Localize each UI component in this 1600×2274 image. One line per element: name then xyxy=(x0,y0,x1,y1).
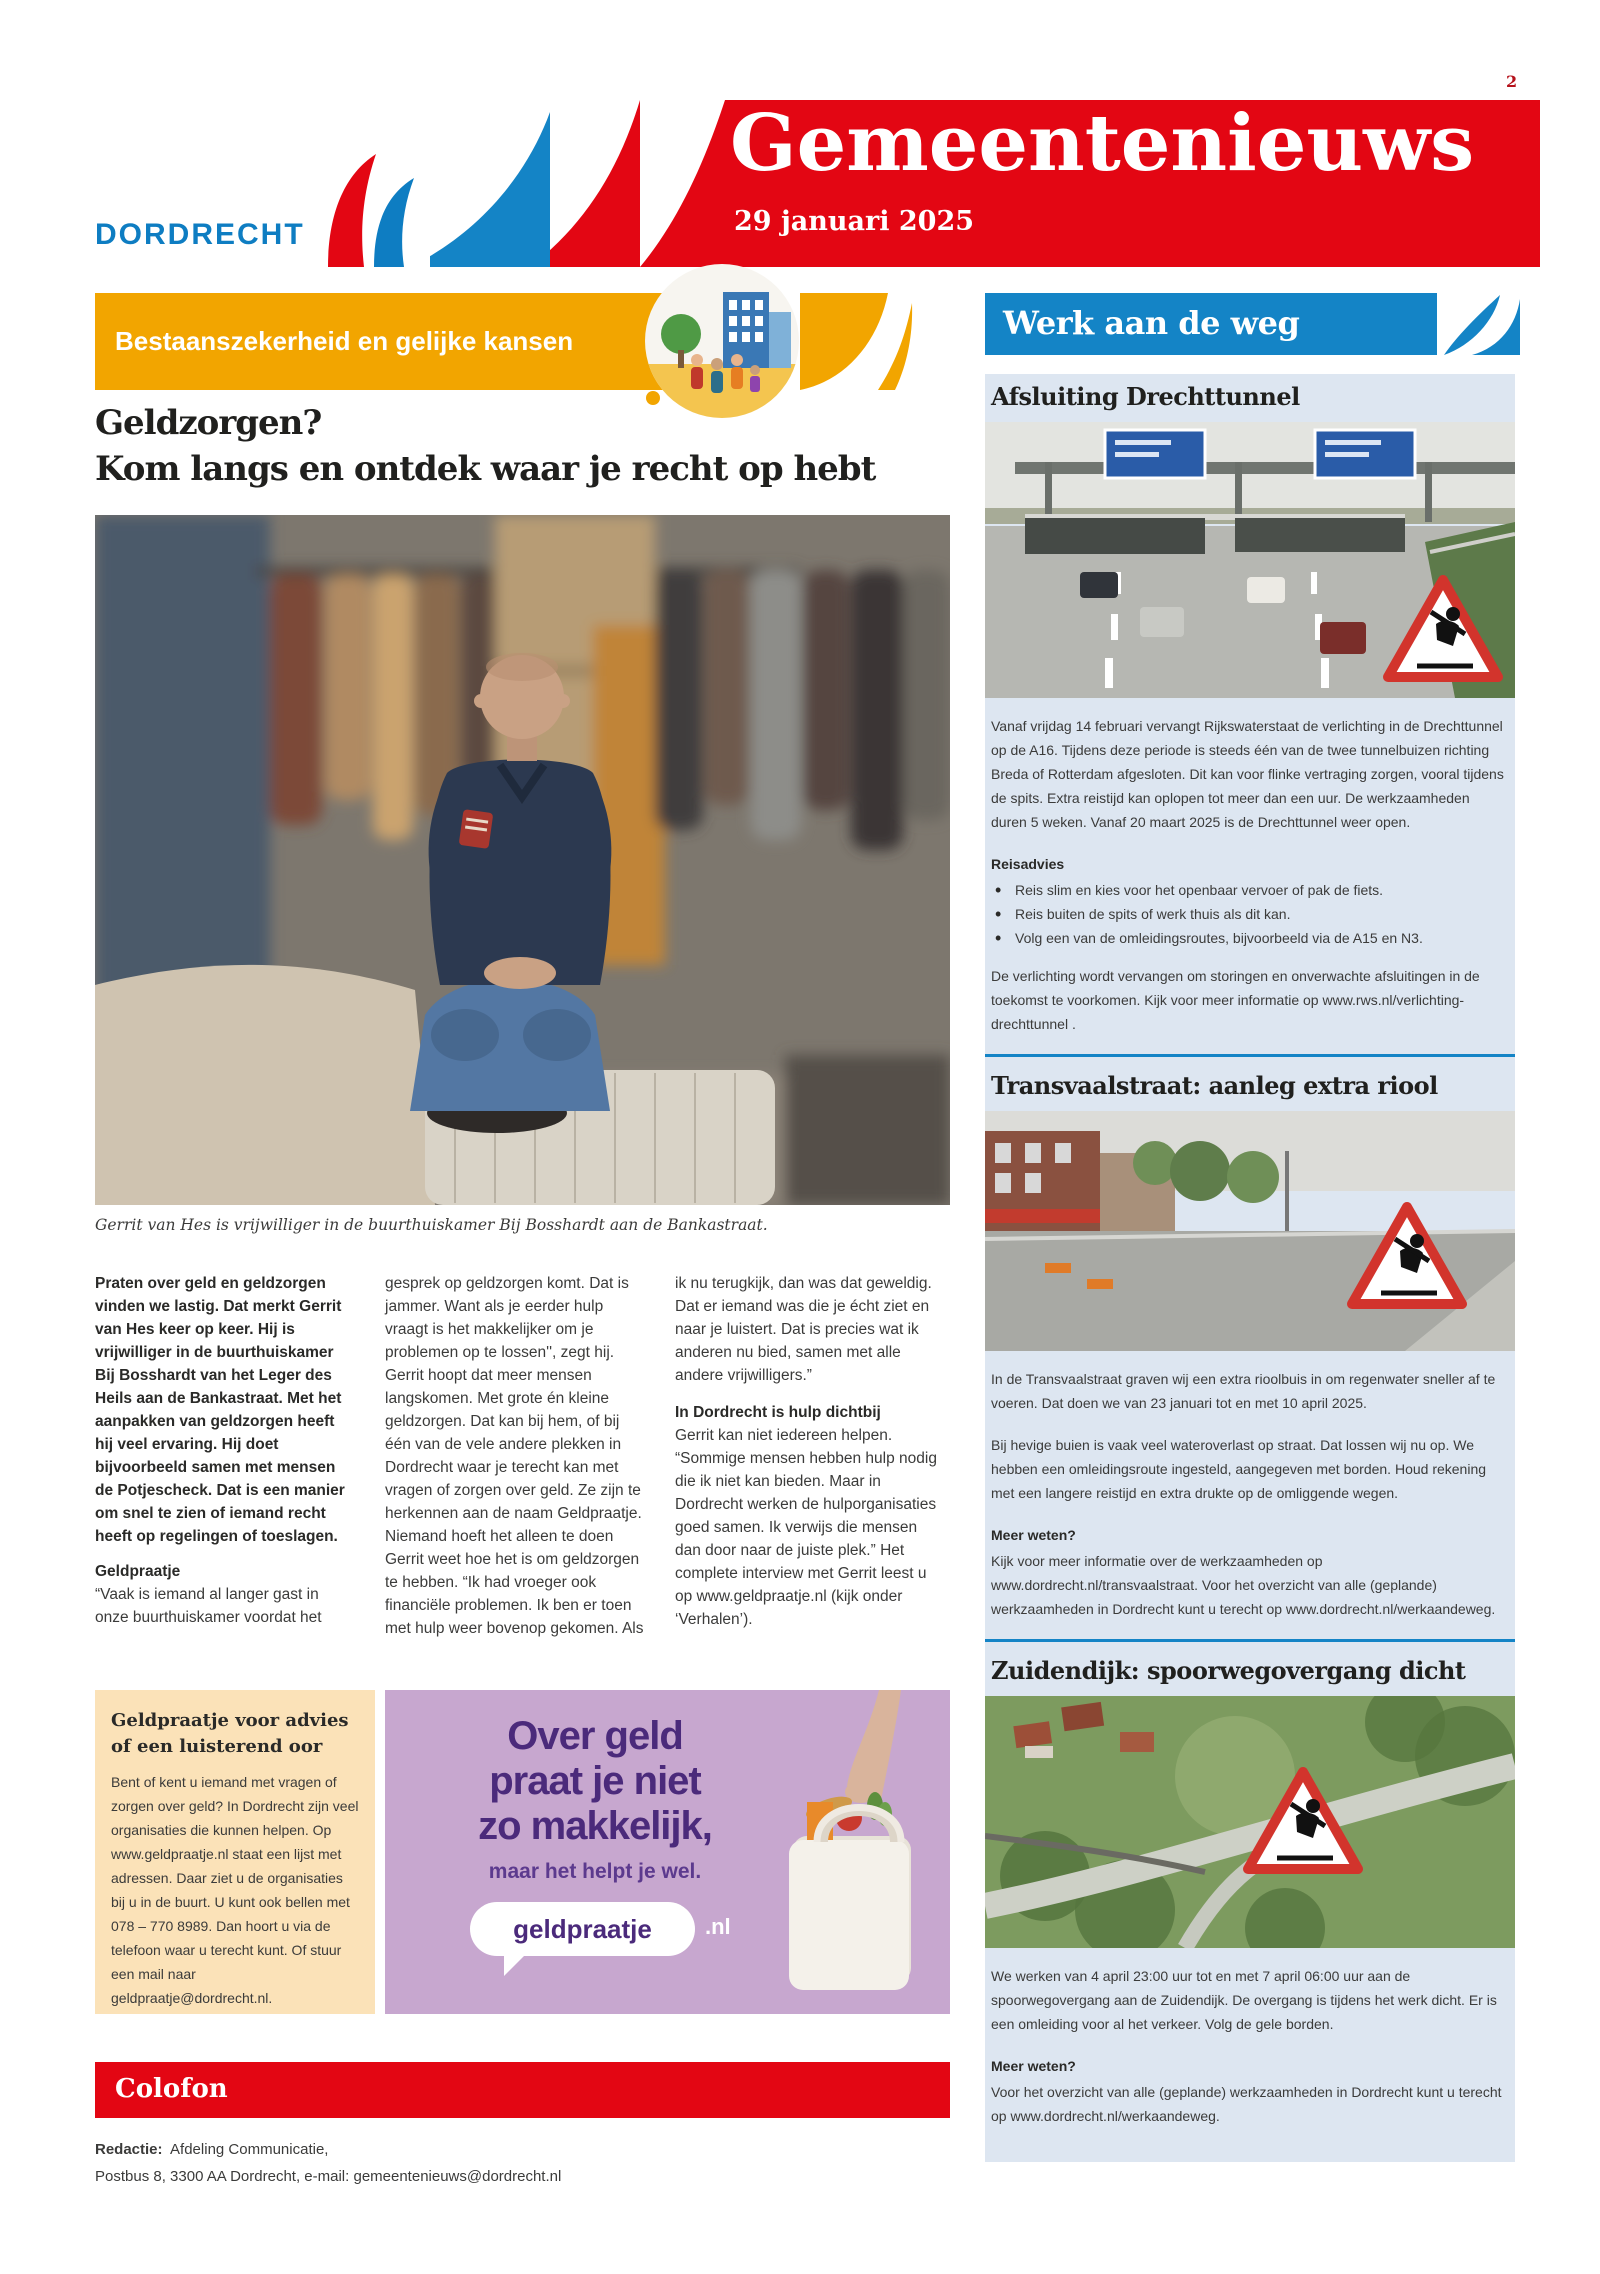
ad-big-line-3: zo makkelijk, xyxy=(478,1804,712,1848)
article-headline xyxy=(95,400,875,492)
geldpraatje-box-heading-2: of een luisterend oor xyxy=(111,1736,323,1757)
page-title: Gemeentenieuws xyxy=(730,98,1475,189)
article-paragraph: Gerrit weet hoe het is om geldzorgen te hebben. “Ik had vroeger ook financiële problemen. Ik ben er toen met hulp weer bovenop gekomen. Als xyxy=(385,1551,644,1637)
dordrecht-flame-icon xyxy=(318,140,423,267)
theme-banner xyxy=(95,293,705,390)
section-paragraph: Vanaf vrijdag 14 februari vervangt Rijkswaterstaat de verlichting in de Drechttunnel op de A16. Tijdens deze periode is steeds één van de twee tunnelbuizen richting Breda of Rotterdam afgesloten. Dit kan voor flinke vertraging zorgen, vooral tijdens de spits. Extra reistijd kan oplopen tot meer dan een uur. De werkzaamheden duren 5 weken. Vanaf 20 maart 2025 is de Drechttunnel weer open. xyxy=(991,718,1504,830)
section-divider xyxy=(985,1054,1515,1057)
transvaalstraat-photo xyxy=(985,1111,1515,1351)
geldpraatje-ad xyxy=(385,1690,950,2014)
yellow-sails-decoration xyxy=(800,293,918,390)
section-paragraph: De verlichting wordt vervangen om storingen en onverwachte afsluitingen in de toekomst te voorkomen. Kijk voor meer informatie op www.rws.nl/verlichting-drechttunnel . xyxy=(991,968,1480,1032)
section-zuidendijk xyxy=(985,1656,1515,2128)
section-paragraph: Bij hevige buien is vaak veel wateroverlast op straat. Dat lossen wij nu op. We hebben een omleidingsroute ingesteld, aangegeven met borden. Houd rekening met een langere reistijd en extra drukte op de omliggende wegen. xyxy=(991,1437,1487,1501)
theme-banner-label: Bestaanszekerheid en gelijke kansen xyxy=(115,326,574,356)
article-paragraph: gesprek op geldzorgen komt. Dat is jammer. Want als je eerder hulp vraagt is het makkelijker om je problemen op te lossen'', zegt hij. Gerrit hoopt dat meer mensen langskomen. Met grote én kleine geldzorgen. Dat kan bij hem, of bij één van de vele andere plekken in Dordrecht waar je terecht kan met vragen of zorgen over geld. Ze zijn te herkennen aan de naam Geldpraatje. xyxy=(385,1275,642,1522)
article-paragraph: ik nu terugkijk, dan was dat geweldig. Dat er iemand was die je écht ziet en naar je luistert. Dat is precies wat ik anderen nu bied, samen met alle andere vrijwilligers.” xyxy=(675,1275,932,1384)
section-heading: Transvaalstraat: aanleg extra riool xyxy=(991,1071,1438,1100)
section-subhead: Meer weten? xyxy=(991,2058,1076,2074)
colofon-line-2: Postbus 8, 3300 AA Dordrecht, e-mail: gemeentenieuws@dordrecht.nl xyxy=(95,2168,562,2185)
article-subhead-geldpraatje: Geldpraatje xyxy=(95,1563,181,1580)
sidebar-banner xyxy=(985,293,1437,355)
section-paragraph: Kijk voor meer informatie over de werkzaamheden op www.dordrecht.nl/transvaalstraat. Voor het overzicht van alle (geplande) werkzaamheden in Dordrecht kunt u terecht op www.dordrecht.nl/werkaandeweg. xyxy=(991,1553,1496,1617)
colofon-title: Colofon xyxy=(115,2074,228,2104)
ad-text xyxy=(410,1714,780,1887)
section-transvaalstraat xyxy=(985,1071,1515,1621)
sidebar xyxy=(985,374,1515,2162)
geldpraatje-box xyxy=(95,1690,375,2014)
article-paragraph: Niemand hoeft het alleen te doen xyxy=(385,1528,614,1545)
ad-speech-bubble: geldpraatje xyxy=(470,1902,695,1956)
list-item: • Reis buiten de spits of werk thuis als dit kan. xyxy=(991,902,1509,926)
colofon-line-1 xyxy=(95,2136,561,2163)
sidebar-sails-decoration xyxy=(1442,293,1520,355)
list-item: • Reis slim en kies voor het openbaar vervoer of pak de fiets. xyxy=(991,878,1509,902)
ad-big-line-2: praat je niet xyxy=(489,1759,701,1803)
colofon-credits xyxy=(95,2136,561,2190)
page-date: 29 januari 2025 xyxy=(734,206,975,237)
article-column-3 xyxy=(675,1272,943,1631)
list-item: • Volg een van de omleidingsroutes, bijvoorbeeld via de A15 en N3. xyxy=(991,926,1509,950)
dordrecht-logo: DORDRECHT xyxy=(95,218,305,251)
article-subhead-hulp-dichtbij: In Dordrecht is hulp dichtbij xyxy=(675,1404,881,1421)
geldpraatje-box-heading xyxy=(111,1708,359,1760)
article-paragraph: “Vaak is iemand al langer gast in onze buurthuiskamer voordat het xyxy=(95,1586,322,1626)
colofon-banner xyxy=(95,2062,950,2118)
theme-illustration xyxy=(645,264,799,418)
ad-bag-illustration xyxy=(729,1690,944,2014)
section-divider xyxy=(985,1639,1515,1642)
geldpraatje-box-body: Bent of kent u iemand met vragen of zorgen over geld? In Dordrecht zijn veel organisaties die kunnen helpen. Op www.geldpraatje.nl staat een lijst met adressen. Daar ziet u de organisaties bij u in de buurt. U kunt ook bellen met 078 – 770 8989. Dan hoort u via de telefoon waar u terecht kunt. Of stuur een mail naar geldpraatje@dordrecht.nl. xyxy=(111,1774,359,2006)
section-subhead: Meer weten? xyxy=(991,1527,1076,1543)
article-photo xyxy=(95,515,950,1205)
article-intro: Praten over geld en geldzorgen vinden we lastig. Dat merkt Gerrit van Hes keer op keer. Hij is vrijwilliger in de buurthuiskamer Bij Bosshardt van het Leger des Heils aan de Bankastraat. Met het aanpakken van geldzorgen heeft hij veel ervaring. Hij doet bijvoorbeeld samen met mensen de Potjescheck. Dat is een manier om snel te zien of iemand recht heeft op regelingen of toeslagen. xyxy=(95,1275,345,1545)
drechttunnel-photo xyxy=(985,422,1515,698)
travel-advice-list xyxy=(991,878,1509,950)
section-drechttunnel xyxy=(985,382,1515,1036)
page-number: 2 xyxy=(1506,72,1518,91)
colofon-label: Redactie: xyxy=(95,2141,163,2158)
photo-caption: Gerrit van Hes is vrijwilliger in de buurthuiskamer Bij Bosshardt aan de Bankastraat. xyxy=(95,1216,768,1234)
headline-line-1: Geldzorgen? xyxy=(95,403,322,443)
article-column-2 xyxy=(385,1272,647,1640)
section-paragraph: Voor het overzicht van alle (geplande) werkzaamheden in Dordrecht kunt u terecht op www.dordrecht.nl/werkaandeweg. xyxy=(991,2084,1502,2124)
section-heading: Afsluiting Drechttunnel xyxy=(991,382,1300,411)
colofon-department: Afdeling Communicatie, xyxy=(170,2141,329,2158)
ad-tagline: maar het helpt je wel. xyxy=(488,1860,702,1883)
section-heading: Zuidendijk: spoorwegovergang dicht xyxy=(991,1656,1466,1685)
sidebar-banner-label: Werk aan de weg xyxy=(1003,304,1300,342)
article-column-1 xyxy=(95,1272,355,1629)
ad-big-line-1: Over geld xyxy=(507,1714,683,1758)
section-paragraph: In de Transvaalstraat graven wij een extra rioolbuis in om regenwater sneller af te voeren. Dat doen we van 23 januari tot en met 10 april 2025. xyxy=(991,1371,1496,1411)
geldpraatje-box-heading-1: Geldpraatje voor advies xyxy=(111,1710,349,1731)
section-paragraph: We werken van 4 april 23:00 uur tot en met 7 april 06:00 uur aan de spoorwegovergang aan de Zuidendijk. De overgang is tijdens het werk dicht. Er is een omleiding voor al het verkeer. Volg de gele borden. xyxy=(991,1968,1497,2032)
headline-line-2: Kom langs en ontdek waar je recht op hebt xyxy=(95,449,876,489)
ad-domain-suffix: .nl xyxy=(705,1914,731,1939)
zuidendijk-photo xyxy=(985,1696,1515,1948)
article-paragraph: Gerrit kan niet iedereen helpen. “Sommige mensen hebben hulp nodig die ik niet kan bieden. Maar in Dordrecht werken de hulporganisaties goed samen. Ik verwijs die mensen dan door naar de juiste plek.” Het complete interview met Gerrit leest u op www.geldpraatje.nl (kijk onder ‘Verhalen’). xyxy=(675,1427,937,1628)
section-subhead: Reisadvies xyxy=(991,856,1065,872)
